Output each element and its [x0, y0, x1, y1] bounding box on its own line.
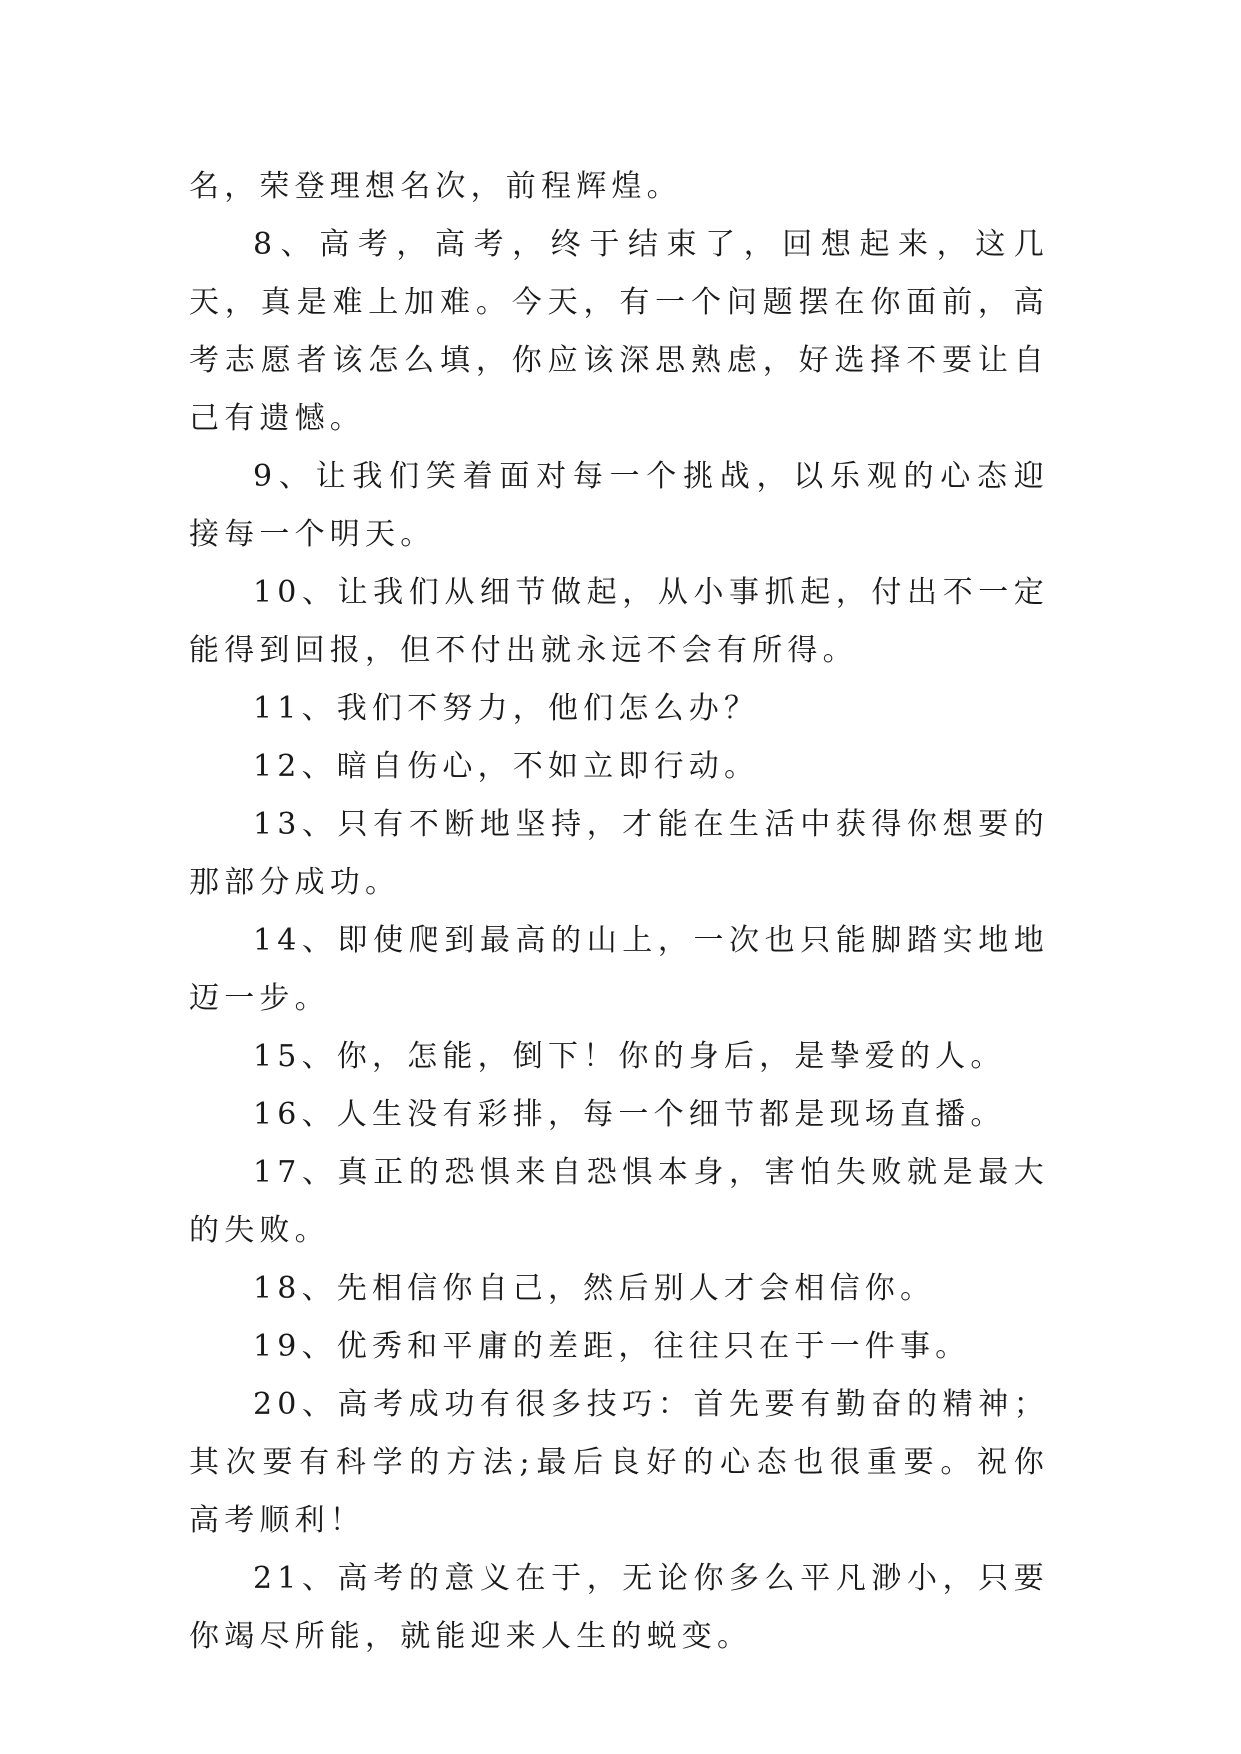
paragraph: 10、让我们从细节做起，从小事抓起，付出不一定能得到回报，但不付出就永远不会有所得。 [189, 575, 1049, 668]
paragraph: 14、即使爬到最高的山上，一次也只能脚踏实地地迈一步。 [189, 923, 1049, 1016]
paragraph: 21、高考的意义在于，无论你多么平凡渺小，只要你竭尽所能，就能迎来人生的蜕变。 [189, 1561, 1049, 1654]
paragraph: 20、高考成功有很多技巧：首先要有勤奋的精神；其次要有科学的方法;最后良好的心态也很重要。祝你高考顺利！ [189, 1387, 1049, 1538]
paragraph: 11、我们不努力，他们怎么办？ [253, 691, 760, 726]
paragraph: 19、优秀和平庸的差距，往往只在于一件事。 [253, 1329, 971, 1364]
paragraph: 12、暗自伤心，不如立即行动。 [253, 749, 760, 784]
paragraph: 名，荣登理想名次，前程辉煌。 [189, 169, 682, 204]
paragraph: 9、让我们笑着面对每一个挑战，以乐观的心态迎接每一个明天。 [189, 459, 1049, 552]
paragraph: 13、只有不断地坚持，才能在生活中获得你想要的那部分成功。 [189, 807, 1049, 900]
document-body [189, 158, 1049, 1666]
paragraph: 17、真正的恐惧来自恐惧本身，害怕失败就是最大的失败。 [189, 1155, 1049, 1248]
paragraph: 18、先相信你自己，然后别人才会相信你。 [253, 1271, 936, 1306]
paragraph: 15、你，怎能，倒下！你的身后，是挚爱的人。 [253, 1039, 1006, 1074]
paragraph: 16、人生没有彩排，每一个细节都是现场直播。 [253, 1097, 1006, 1132]
paragraph: 8、高考，高考，终于结束了，回想起来，这几天，真是难上加难。今天，有一个问题摆在你面前，高考志愿者该怎么填，你应该深思熟虑，好选择不要让自己有遗憾。 [189, 227, 1049, 436]
